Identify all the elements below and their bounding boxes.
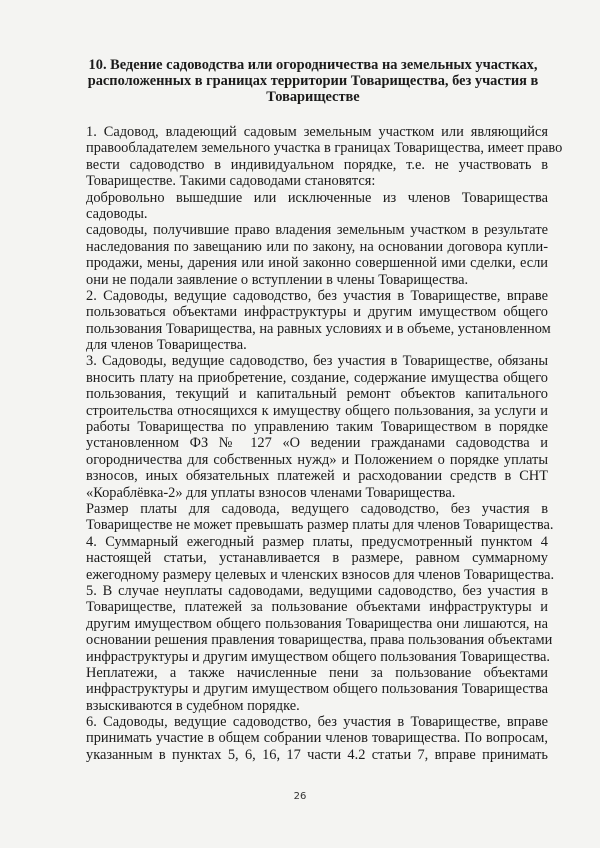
- text-line: добровольно вышедшие или исключенные из членов Товарищества: [86, 189, 548, 206]
- paragraph: [86, 533, 555, 583]
- text-line: указанным в пунктах 5, 6, 16, 17 части 4.2 статьи 7, вправе принимать: [86, 746, 548, 763]
- paragraph: [86, 353, 548, 501]
- paragraph: [86, 714, 548, 763]
- text-line: Размер платы для садовода, ведущего садоводство, без участия в: [86, 500, 548, 517]
- text-line: инфраструктуры и другим имуществом общего пользования Товарищества.: [86, 648, 550, 665]
- text-line: правообладателем земельного участка в границах Товарищества, имеет право: [86, 140, 563, 157]
- text-line: 1. Садовод, владеющий садовым земельным участком или являющийся: [86, 124, 548, 140]
- text-line: строительства относящихся к имуществу общего пользования, за услуги и: [86, 402, 548, 419]
- text-line: продажи, мены, дарения или иной законно совершенной ими сделки, если: [86, 255, 548, 272]
- text-line: 4. Суммарный ежегодный размер платы, предусмотренный пунктом 4: [86, 533, 548, 550]
- text-line: принимать участие в общем собрании членов товарищества. По вопросам,: [86, 730, 548, 747]
- text-line: вести садоводство в индивидуальном порядке, т.е. не участвовать в: [86, 156, 548, 173]
- text-line: настоящей статьи, устанавливается в размере, равном суммарному: [86, 550, 548, 567]
- text-line: пользования Товарищества, на равных условиях и в объеме, установленном: [86, 320, 551, 337]
- paragraph: [86, 287, 551, 354]
- section-heading: 10. Ведение садоводства или огородничества на земельных участках, расположенных в границах территории Товарищества, без участия в Товариществе: [87, 57, 539, 105]
- text-line: садоводы, получившие право владения земельным участком в результате: [86, 222, 548, 239]
- text-line: взыскиваются в судебном порядке.: [86, 697, 300, 714]
- text-line: 3. Садоводы, ведущие садоводство, без участия в Товариществе, обязаны: [86, 353, 548, 370]
- text-line: Неплатежи, а также начисленные пени за пользование объектами: [86, 664, 548, 681]
- paragraph: [86, 500, 554, 534]
- text-line: Товариществе не может превышать размер платы для членов Товарищества.: [86, 517, 554, 534]
- text-line: работы Товарищества по управлению таким Товариществом в порядке: [86, 419, 548, 436]
- text-line: «Кораблёвка-2» для уплаты взносов членами Товарищества.: [86, 484, 456, 501]
- text-line: 6. Садоводы, ведущие садоводство, без участия в Товариществе, вправе: [86, 714, 548, 731]
- text-line: они не подали заявление о вступлении в члены Товарищества.: [86, 271, 469, 288]
- text-line: Товариществе, платежей за пользование объектами инфраструктуры и: [86, 599, 548, 616]
- text-line: установленном ФЗ № 127 «О ведении гражданами садоводства и: [86, 435, 548, 452]
- paragraph: [86, 582, 553, 714]
- text-line: наследования по завещанию или по закону, на основании договора купли-: [86, 238, 548, 255]
- text-line: инфраструктуры и другим имуществом общего пользования Товарищества: [86, 681, 548, 698]
- text-line: для членов Товарищества.: [86, 337, 247, 354]
- paragraph: [86, 190, 548, 223]
- text-line: ежегодному размеру целевых и членских взносов для членов Товарищества.: [86, 566, 555, 583]
- text-line: 5. В случае неуплаты садоводами, ведущими садоводство, без участия в: [86, 582, 548, 599]
- text-line: пользования, текущий и капитальный ремонт объектов капитального: [86, 386, 548, 403]
- text-line: огородничества для собственных нужд» и Положением о порядке уплаты: [86, 451, 548, 468]
- text-line: вносить плату на приобретение, создание, содержание имущества общего: [86, 369, 548, 386]
- paragraph: [86, 124, 563, 190]
- text-line: основании решения правления товарищества, права пользования объектами: [86, 632, 553, 649]
- paragraph: [86, 222, 548, 288]
- text-line: другим имуществом общего пользования Товарищества они лишаются, на: [86, 615, 548, 632]
- document-body: [86, 124, 563, 763]
- text-line: садоводы.: [86, 205, 148, 222]
- text-line: 2. Садоводы, ведущие садоводство, без участия в Товариществе, вправе: [86, 287, 548, 304]
- text-line: Товариществе. Такими садоводами становятся:: [86, 173, 376, 190]
- text-line: пользоваться объектами инфраструктуры и другим имуществом общего: [86, 304, 548, 321]
- text-line: взносов, иных обязательных платежей и расходовании средств в СНТ: [86, 468, 548, 485]
- page-number: 26: [293, 791, 307, 802]
